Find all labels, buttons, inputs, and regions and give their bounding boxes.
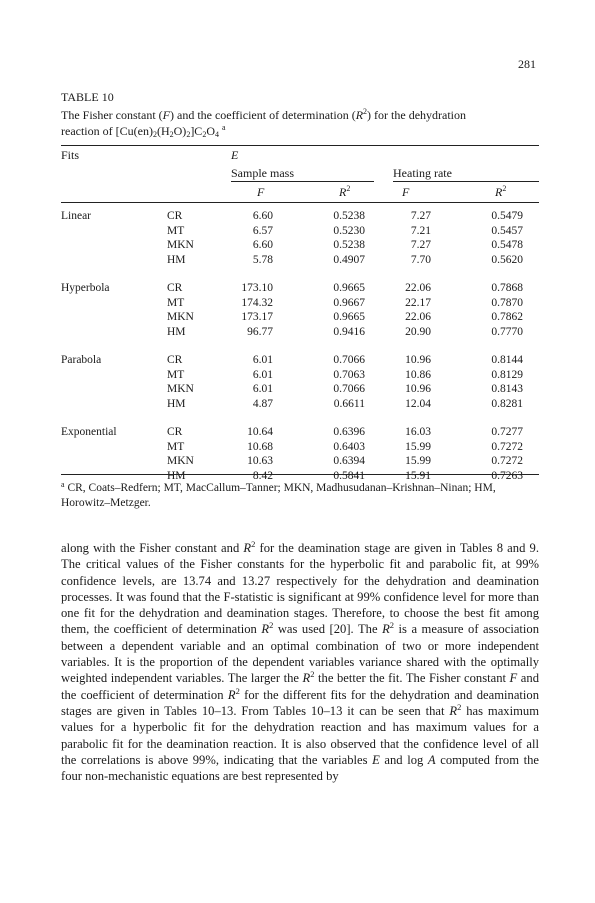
heating-f-cell: 7.70 [410, 253, 431, 266]
heating-r2-cell: 0.5479 [491, 210, 523, 222]
method-cell: MKN [167, 239, 194, 251]
heating-f-cell: 12.04 [405, 397, 431, 410]
fit-label: Hyperbola [61, 282, 110, 294]
table-row [61, 254, 539, 269]
sample-f-cell: 10.64 [247, 426, 273, 438]
fit-group-hyperbola [61, 282, 539, 340]
heating-f-cell: 10.96 [405, 354, 431, 366]
heating-r2-cell: 0.7868 [491, 282, 523, 294]
heating-r2-cell: 0.7870 [491, 296, 523, 309]
table-row [61, 369, 539, 384]
header-heating-f: F [402, 185, 410, 199]
fit-group-linear [61, 210, 539, 268]
sample-r2-cell: 0.7063 [333, 368, 365, 381]
method-cell: HM [167, 469, 186, 482]
sample-f-cell: 6.60 [252, 210, 273, 222]
sample-f-cell: 173.17 [241, 311, 273, 323]
sample-f-cell: 173.10 [241, 282, 273, 294]
table-body [61, 210, 539, 498]
heating-r2-cell: 0.8129 [491, 368, 523, 381]
heating-r2-cell: 0.5620 [491, 253, 523, 266]
heating-rate-rule [393, 181, 539, 182]
body-paragraph: along with the Fisher constant and $R^2$ for the deamination stage are given in Tables 8 and 9. The critical values of the Fisher constants for the hyperbolic fit and parabolic fit, at 99% confidence levels, are 13.74 and 13.27 respectively for the dehydration and deamination processes. It was found that the F-statistic is significant at 99% confidence level for more than one fit for the dehydration and deamination stages. Therefore, to choose the best fit among them, the coefficient of determination $R^2$ was used [20]. The $R^2$ is a measure of association between a dependent variable and an optimal combination of two or more independent variables. It is the proportion of the dependent variables variance shared with the optimally weighted independent variables. The larger the $R^2$ the better the fit. The Fisher constant F and the coefficient of determination $R^2$ for the different fits for the dehydration and deamination stages are given in Tables 10–13. From Tables 10–13 it can be seen that $R^2$ has maximum values for a hyperbolic fit for the dehydration reaction and has maximum values for a parabolic fit for the deamination reaction. It is also observed that the confidence level of all the correlations is above 99%, indicating that the variables E and log A computed from the four non-mechanistic equations are best represented by [61, 539, 540, 784]
table-top-rule [61, 145, 539, 146]
table-row [61, 426, 539, 441]
heating-r2-cell: 0.7272 [491, 440, 523, 453]
method-cell: MT [167, 224, 185, 237]
sample-r2-cell: 0.7066 [333, 354, 365, 366]
header-fits: Fits [61, 148, 80, 162]
sample-r2-cell: 0.5841 [333, 469, 365, 482]
fit-group-exponential [61, 426, 539, 484]
sample-f-cell: 4.87 [252, 397, 273, 410]
table-row [61, 398, 539, 413]
sample-r2-cell: 0.4907 [333, 253, 365, 266]
table-row [61, 311, 539, 326]
heating-f-cell: 15.99 [405, 455, 431, 467]
method-cell: MKN [167, 455, 194, 467]
method-cell: CR [167, 426, 183, 438]
method-cell: MT [167, 296, 185, 309]
method-cell: MT [167, 440, 185, 453]
sample-f-cell: 6.01 [252, 383, 273, 395]
table-row [61, 297, 539, 312]
heating-r2-cell: 0.7263 [491, 469, 523, 482]
header-sample-f: F [257, 185, 265, 199]
sample-r2-cell: 0.6394 [333, 455, 365, 467]
heating-f-cell: 7.27 [410, 210, 431, 222]
sample-f-cell: 10.63 [247, 455, 273, 467]
method-cell: CR [167, 282, 183, 294]
method-cell: CR [167, 354, 183, 366]
heating-r2-cell: 0.7862 [491, 311, 523, 323]
table-footnote: $^a$ CR, Coats–Redfern; MT, MacCallum–Tanner; MKN, Madhusudanan–Krishnan–Ninan; HM, Horowitz–Metzger. [61, 480, 496, 509]
header-e: E [231, 148, 239, 162]
method-cell: CR [167, 210, 183, 222]
fit-label: Linear [61, 210, 92, 222]
sample-f-cell: 96.77 [247, 325, 273, 338]
method-cell: HM [167, 325, 186, 338]
method-cell: MT [167, 368, 185, 381]
method-cell: HM [167, 253, 186, 266]
table-row [61, 326, 539, 341]
sample-f-cell: 174.32 [241, 296, 273, 309]
heating-f-cell: 15.91 [405, 469, 431, 482]
heating-f-cell: 10.86 [405, 368, 431, 381]
header-sample-mass: Sample mass [231, 166, 294, 180]
heating-r2-cell: 0.7770 [491, 325, 523, 338]
heating-f-cell: 20.90 [405, 325, 431, 338]
heating-r2-cell: 0.5457 [491, 224, 523, 237]
sample-f-cell: 6.01 [252, 354, 273, 366]
heating-r2-cell: 0.8281 [491, 397, 523, 410]
table-row [61, 239, 539, 254]
table-label: TABLE 10 [61, 90, 114, 104]
heating-r2-cell: 0.8144 [491, 354, 523, 366]
sample-r2-cell: 0.9416 [333, 325, 365, 338]
heating-f-cell: 7.21 [410, 224, 431, 237]
sample-f-cell: 6.60 [252, 239, 273, 251]
table-caption: The Fisher constant (F) and the coefficient of determination $(R^2)$ for the dehydration reaction of $[Cu(en)_2(H_2O)_2]C_2O_4$ $^a$ [61, 107, 467, 139]
table-row [61, 455, 539, 470]
sample-r2-cell: 0.6396 [333, 426, 365, 438]
sample-r2-cell: 0.6611 [333, 397, 365, 410]
method-cell: HM [167, 397, 186, 410]
sample-r2-cell: 0.6403 [333, 440, 365, 453]
method-cell: MKN [167, 383, 194, 395]
fit-group-parabola [61, 354, 539, 412]
header-heating-r2: $R^2$ [495, 184, 507, 199]
table-row [61, 210, 539, 225]
sample-f-cell: 6.57 [252, 224, 273, 237]
table-bottom-rule [61, 474, 539, 475]
table-row [61, 441, 539, 456]
table-row [61, 282, 539, 297]
heating-f-cell: 22.06 [405, 282, 431, 294]
heating-r2-cell: 0.5478 [491, 239, 523, 251]
sample-r2-cell: 0.5238 [333, 210, 365, 222]
sample-f-cell: 6.01 [252, 368, 273, 381]
header-heating-rate: Heating rate [393, 166, 452, 180]
table-row [61, 383, 539, 398]
heating-f-cell: 10.96 [405, 383, 431, 395]
table-row [61, 225, 539, 240]
sample-r2-cell: 0.5238 [333, 239, 365, 251]
sample-f-cell: 10.68 [247, 440, 273, 453]
fit-label: Parabola [61, 354, 102, 366]
sample-r2-cell: 0.5230 [333, 224, 365, 237]
heating-r2-cell: 0.7272 [491, 455, 523, 467]
fit-label: Exponential [61, 426, 117, 438]
heating-f-cell: 22.06 [405, 311, 431, 323]
sample-r2-cell: 0.7066 [333, 383, 365, 395]
heating-f-cell: 16.03 [405, 426, 431, 438]
sample-r2-cell: 0.9667 [333, 296, 365, 309]
heating-r2-cell: 0.7277 [491, 426, 523, 438]
heating-r2-cell: 0.8143 [491, 383, 523, 395]
table-row [61, 354, 539, 369]
page-number: 281 [518, 57, 536, 71]
header-sample-r2: $R^2$ [339, 184, 351, 199]
sample-mass-rule [231, 181, 374, 182]
heating-f-cell: 22.17 [405, 296, 431, 309]
method-cell: MKN [167, 311, 194, 323]
sample-f-cell: 8.42 [252, 469, 273, 482]
sample-r2-cell: 0.9665 [333, 311, 365, 323]
heating-f-cell: 7.27 [410, 239, 431, 251]
heating-f-cell: 15.99 [405, 440, 431, 453]
sample-r2-cell: 0.9665 [333, 282, 365, 294]
sample-f-cell: 5.78 [252, 253, 273, 266]
header-bottom-rule [61, 202, 539, 203]
